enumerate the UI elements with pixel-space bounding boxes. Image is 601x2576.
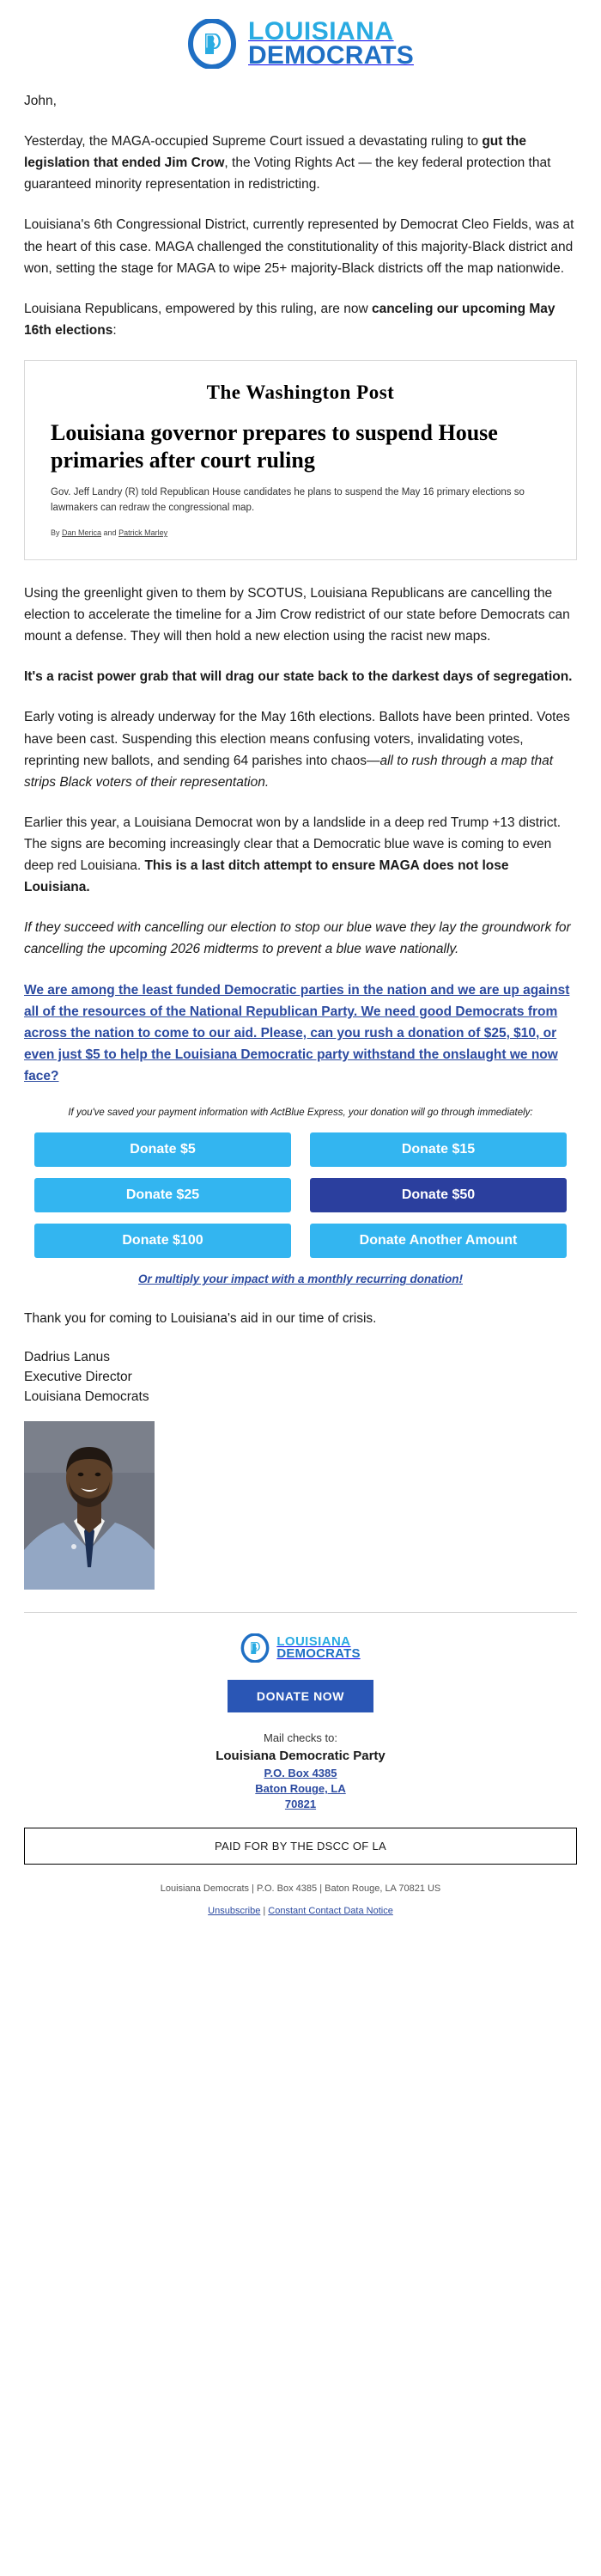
email-footer (0, 1613, 601, 1941)
mail-address-line-1[interactable]: P.O. Box 4385 (264, 1767, 337, 1780)
email-header (0, 0, 601, 90)
signature-block (24, 1348, 577, 1407)
mail-checks-label: Mail checks to: (264, 1731, 337, 1745)
byline-author-1[interactable]: Dan Merica (62, 528, 102, 538)
p3-bold-phrase: canceling our upcoming May 16th elections (24, 301, 555, 338)
p3-text-a: Louisiana Republicans, empowered by this ruling, are now (24, 301, 372, 316)
p7-bold-phrase: This is a last ditch attempt to ensure MAGA does not lose Louisiana. (24, 858, 509, 895)
paragraph-racist-power-grab: It's a racist power grab that will drag our state back to the darkest days of segregation. (24, 669, 573, 685)
louisiana-state-circle-logo-icon (187, 19, 237, 69)
signature-org: Louisiana Democrats (24, 1389, 149, 1405)
paragraph-greenlight-scotus: Using the greenlight given to them by SCOTUS, Louisiana Republicans are cancelling the election to accelerate the timeline for a Jim Crow redistrict of our state before Democrats can mount a defense. They will then hold a new election using the racist new maps. (24, 586, 570, 644)
letter-content (0, 90, 601, 1590)
mail-address-line-2[interactable]: Baton Rouge, LA (255, 1782, 346, 1796)
byline-prefix: By (51, 528, 63, 538)
donate-100-button[interactable]: Donate $100 (34, 1224, 291, 1258)
paid-for-disclaimer-box: PAID FOR BY THE DSCC OF LA (24, 1828, 577, 1865)
footer-brand-name-line2: DEMOCRATS (276, 1646, 361, 1662)
byline-author-2[interactable]: Patrick Marley (118, 528, 168, 538)
unsubscribe-link[interactable]: Unsubscribe (208, 1906, 261, 1917)
p1-text-b: , the Voting Rights Act — the key federal protection that guaranteed minority representation in redistricting. (24, 156, 551, 192)
monthly-recurring-donation-link[interactable]: Or multiply your impact with a monthly recurring donation! (137, 1273, 464, 1286)
donation-button-grid (34, 1132, 567, 1258)
p3-text-b: : (112, 322, 117, 338)
closing-thank-you: Thank you for coming to Louisiana's aid in our time of crisis. (24, 1311, 377, 1327)
paragraph-canceling-elections (24, 298, 577, 341)
footer-brand-wordmark (276, 1633, 361, 1662)
paragraph-blue-wave (24, 812, 577, 898)
news-byline (51, 528, 550, 537)
mail-address-line-3[interactable]: 70821 (284, 1798, 317, 1811)
brand-name-line1: LOUISIANA (248, 17, 394, 46)
p7-text-a: Earlier this year, a Louisiana Democrat won by a landslide in a deep red Trump +13 district. The signs are becoming increasingly clear that a Democratic blue wave is coming to even deep red Louisiana. (24, 815, 562, 874)
paragraph-donation-ask (24, 980, 577, 1088)
paragraph-early-voting (24, 706, 577, 792)
paragraph-sixth-district: Louisiana's 6th Congressional District, currently represented by Democrat Cleo Fields, was at the heart of this case. MAGA challenged the constitutionality of this majority-Black district and won, setting the stage for MAGA to wipe 25+ majority-Black districts off the map nationwide. (24, 217, 574, 276)
footer-brand-name-line1: LOUISIANA (276, 1633, 351, 1649)
mail-organization-name: Louisiana Democratic Party (216, 1749, 385, 1764)
executive-director-portrait-photo (24, 1421, 155, 1590)
donate-5-button[interactable]: Donate $5 (34, 1132, 291, 1167)
news-headline: Louisiana governor prepares to suspend House primaries after court ruling (51, 419, 498, 473)
footer-louisiana-state-circle-logo-icon (240, 1633, 270, 1663)
paragraph-2026-midterms: If they succeed with cancelling our election to stop our blue wave they lay the groundwork for cancelling the upcoming 2026 midterms to prevent a blue wave nationally. (24, 920, 571, 957)
signature-name: Dadrius Lanus (24, 1350, 110, 1365)
donation-ask-link[interactable]: We are among the least funded Democratic parties in the nation and we are up against all of the resources of the National Republican Party. We need good Democrats from across the nation to come to our aid. Please, can you rush a donation of $25, $10, or even just $5 to help the Louisiana Democratic party withstand the onslaught we now face? (24, 982, 570, 1084)
brand-name-line2: DEMOCRATS (248, 41, 414, 70)
brand-logo-link[interactable] (187, 19, 414, 69)
donate-another-amount-button[interactable]: Donate Another Amount (310, 1224, 567, 1258)
actblue-express-note: If you've saved your payment information with ActBlue Express, your donation will go through immediately: (68, 1108, 533, 1119)
footer-legal-address-line: Louisiana Democrats | P.O. Box 4385 | Baton Rouge, LA 70821 US (160, 1883, 441, 1895)
p6-text-a: Early voting is already underway for the May 16th elections. Ballots have been printed. Votes have been cast. Suspending this election means confusing voters, invalidating votes, reprinting new ballots, and sending 64 parishes into chaos— (24, 710, 570, 768)
byline-join: and (101, 528, 119, 538)
constant-contact-data-notice-link[interactable]: Constant Contact Data Notice (268, 1906, 393, 1917)
p1-bold-phrase: gut the legislation that ended Jim Crow (24, 134, 526, 171)
recurring-donation-row (24, 1272, 577, 1287)
footer-brand-logo-link[interactable] (240, 1633, 360, 1663)
brand-wordmark (248, 17, 414, 70)
donate-25-button[interactable]: Donate $25 (34, 1178, 291, 1212)
news-article-card[interactable] (24, 360, 577, 560)
signature-title: Executive Director (24, 1370, 132, 1385)
paragraph-scotus-ruling (24, 131, 577, 195)
p6-italic-phrase: all to rush through a map that strips Black voters of their representation. (24, 753, 554, 790)
footer-links-row (24, 1906, 577, 1916)
news-deck: Gov. Jeff Landry (R) told Republican House candidates he plans to suspend the May 16 primary elections so lawmakers can redraw the congressional map. (51, 487, 525, 514)
p1-text-a: Yesterday, the MAGA-occupied Supreme Court issued a devastating ruling to (24, 134, 483, 150)
footer-donate-row (24, 1680, 577, 1731)
washington-post-masthead: The Washington Post (206, 381, 395, 403)
donate-15-button[interactable]: Donate $15 (310, 1132, 567, 1167)
donate-now-button[interactable]: DONATE NOW (228, 1680, 373, 1712)
donate-50-button[interactable]: Donate $50 (310, 1178, 567, 1212)
footer-link-separator: | (263, 1906, 266, 1917)
salutation: John, (24, 94, 57, 108)
